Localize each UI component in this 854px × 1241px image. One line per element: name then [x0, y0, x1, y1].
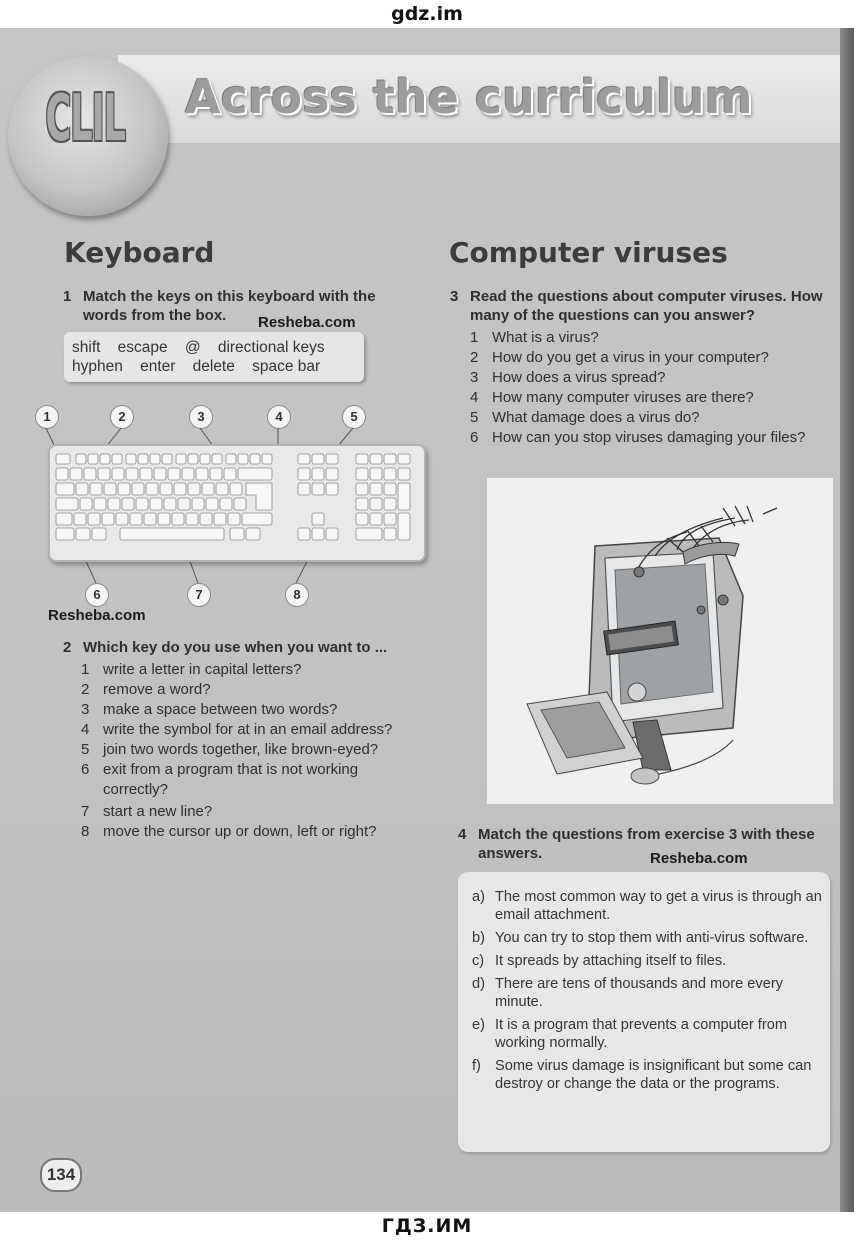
page-number: 134	[40, 1158, 82, 1192]
exercise-3-list	[470, 328, 810, 448]
list-item: 4 How many computer viruses are there?	[470, 389, 754, 406]
list-item: d) There are tens of thousands and more every minute.	[472, 976, 783, 1010]
list-item: 3 make a space between two words?	[81, 701, 338, 718]
callout-2: 2	[110, 405, 134, 429]
virus-monitor-drawing	[487, 478, 833, 804]
computer-virus-illustration	[487, 478, 833, 804]
exercise-text: Match the questions from exercise 3 with these answers.	[478, 826, 815, 862]
keyboard-keys	[50, 446, 424, 560]
callout-3: 3	[189, 405, 213, 429]
exercise-number: 4	[458, 826, 467, 843]
list-item: 3 How does a virus spread?	[470, 369, 666, 386]
word-box-row: hyphen enter delete space bar	[72, 358, 321, 375]
exercise-number: 1	[63, 288, 72, 305]
list-item: 6 exit from a program that is not working correctly?	[81, 761, 359, 798]
callout-8: 8	[285, 583, 309, 607]
list-item: a) The most common way to get a virus is through an email attachment.	[472, 889, 822, 923]
list-item: 4 write the symbol for at in an email address?	[81, 721, 393, 738]
callout-5: 5	[342, 405, 366, 429]
list-item: b) You can try to stop them with anti-virus software.	[472, 930, 809, 946]
list-item: 1 What is a virus?	[470, 329, 599, 346]
exercise-text: Match the keys on this keyboard with the words from the box.	[83, 288, 376, 324]
callout-1: 1	[35, 405, 59, 429]
watermark: Resheba.com	[650, 850, 748, 867]
list-item: 5 What damage does a virus do?	[470, 409, 700, 426]
exercise-text: Which key do you use when you want to ...	[83, 639, 388, 656]
list-item: 7 start a new line?	[81, 803, 213, 820]
exercise-2-instruction	[63, 638, 433, 657]
answers-box	[458, 872, 830, 1152]
site-top-label: gdz.im	[391, 3, 463, 25]
viruses-heading: Computer viruses	[449, 236, 728, 269]
page-title: Across the curriculum	[185, 70, 753, 124]
watermark: Resheba.com	[48, 607, 146, 624]
list-item: 5 join two words together, like brown-eyed?	[81, 741, 379, 758]
exercise-4-instruction	[458, 825, 818, 863]
list-item: 8 move the cursor up or down, left or right?	[81, 823, 377, 840]
list-item: c) It spreads by attaching itself to files.	[472, 953, 727, 969]
list-item: f) Some virus damage is insignificant but some can destroy or change the data or the programs.	[472, 1058, 812, 1092]
list-item: 2 How do you get a virus in your computer?	[470, 349, 769, 366]
exercise-2-list	[81, 660, 426, 842]
answers-list	[472, 888, 822, 1098]
callout-7: 7	[187, 583, 211, 607]
exercise-number: 3	[450, 288, 459, 305]
exercise-3-instruction	[450, 287, 835, 325]
clil-badge-text: CLIL	[45, 82, 125, 156]
keyboard-illustration	[48, 444, 426, 562]
list-item: e) It is a program that prevents a computer from working normally.	[472, 1017, 787, 1051]
callout-4: 4	[267, 405, 291, 429]
callout-6: 6	[85, 583, 109, 607]
word-box-row: shift escape @ directional keys	[72, 339, 325, 356]
exercise-number: 2	[63, 639, 72, 656]
watermark: Resheba.com	[258, 314, 356, 331]
list-item: 1 write a letter in capital letters?	[81, 661, 302, 678]
site-bottom-label: ГДЗ.ИМ	[381, 1215, 473, 1237]
exercise-text: Read the questions about computer viruses. How many of the questions can you answer?	[470, 288, 823, 324]
keyboard-heading: Keyboard	[64, 236, 215, 269]
site-footer-bar	[0, 1212, 854, 1241]
list-item: 2 remove a word?	[81, 681, 211, 698]
list-item: 6 How can you stop viruses damaging your files?	[470, 429, 806, 446]
